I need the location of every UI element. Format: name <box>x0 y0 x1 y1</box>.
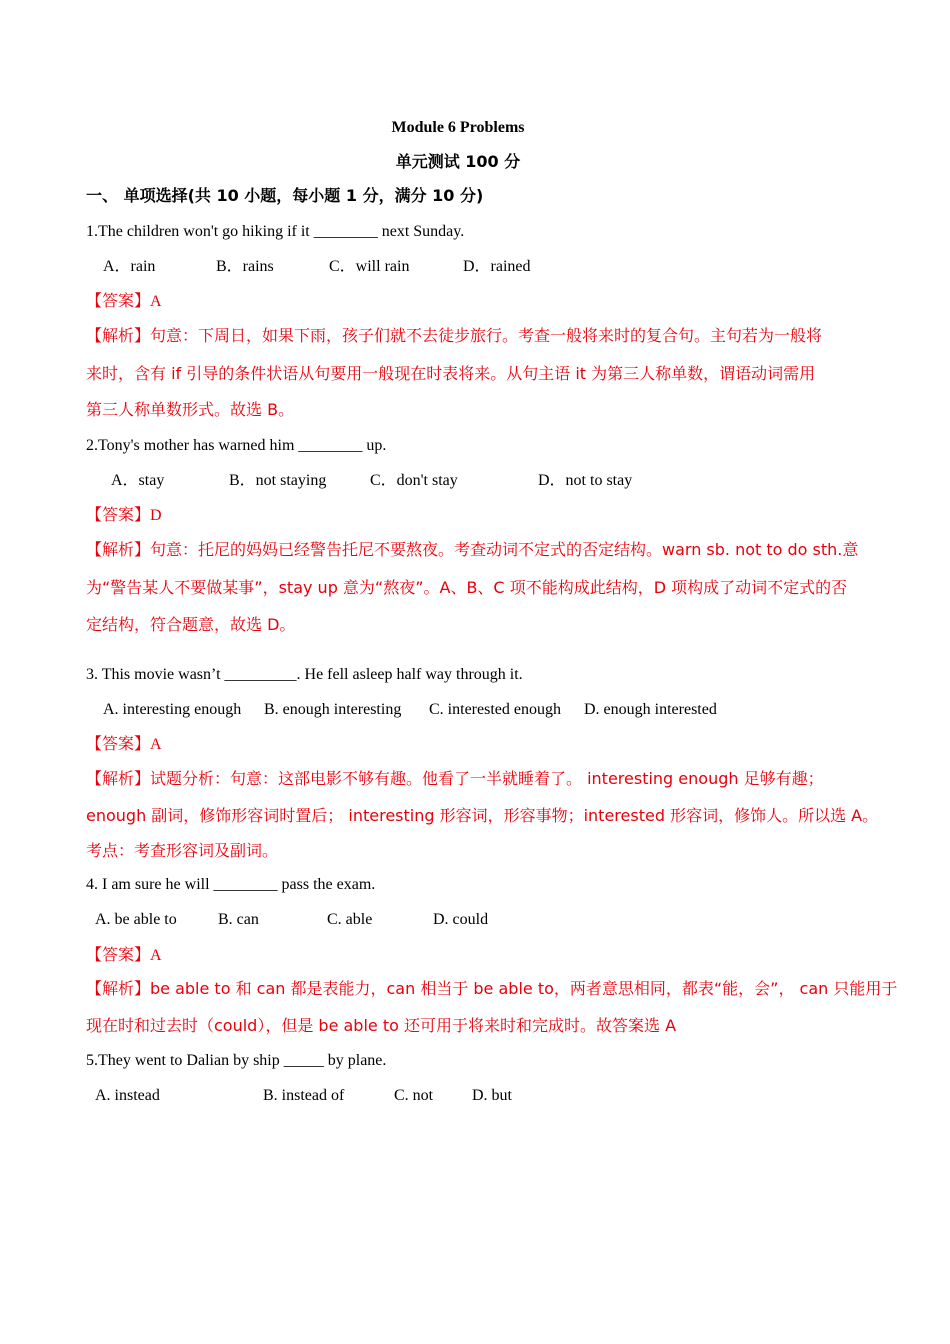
question-5-option-c: C. not <box>394 1087 434 1104</box>
question-2-analysis-line-3: 定结构，符合题意，故选 D。 <box>86 615 296 634</box>
question-1-option-c: C．will rain <box>329 258 410 275</box>
question-4-analysis-line-1: 【解析】be able to 和 can 都是表能力，can 相当于 be able to，两者意思相同，都表“能，会”， can 只能用于 <box>86 979 898 998</box>
question-3-option-a: A. interesting enough <box>103 701 242 718</box>
question-2-option-c: C．don't stay <box>370 472 458 489</box>
section-heading: 一、 单项选择(共 10 小题，每小题 1 分，满分 10 分) <box>86 186 484 205</box>
document-title: Module 6 Problems <box>391 119 525 136</box>
answer-label: 【答案】 <box>86 734 151 753</box>
answer-value: A <box>150 947 162 964</box>
question-2-option-d: D．not to stay <box>538 472 633 489</box>
question-1-analysis-line-1: 【解析】句意：下周日，如果下雨，孩子们就不去徒步旅行。考查一般将来时的复合句。主句若为一般将 <box>86 326 823 345</box>
answer-label: 【答案】 <box>86 291 151 310</box>
question-3-option-c: C. interested enough <box>429 701 561 718</box>
answer-value: D <box>150 507 162 524</box>
question-4-analysis-line-2: 现在时和过去时（could），但是 be able to 还可用于将来时和完成时。故答案选 A <box>86 1016 677 1035</box>
question-5-option-a: A. instead <box>95 1087 160 1104</box>
question-2-analysis-line-1: 【解析】句意：托尼的妈妈已经警告托尼不要熬夜。考查动词不定式的否定结构。warn sb. not to do sth.意 <box>86 540 859 559</box>
question-3-analysis-line-2: enough 副词，修饰形容词时置后； interesting 形容词，形容事物；interested 形容词，修饰人。所以选 A。 <box>86 806 879 825</box>
question-2-option-b: B．not staying <box>229 472 327 489</box>
question-4-option-a: A. be able to <box>95 911 177 928</box>
question-4-answer <box>86 945 162 966</box>
document-subtitle: 单元测试 100 分 <box>395 152 521 171</box>
question-3-stem: 3. This movie wasn’t _________. He fell asleep half way through it. <box>86 666 523 683</box>
answer-label: 【答案】 <box>86 945 151 964</box>
question-1-option-b: B．rains <box>216 258 274 275</box>
question-3-option-d: D. enough interested <box>584 701 717 718</box>
question-2-answer <box>86 505 162 526</box>
question-2-option-a: A．stay <box>111 472 165 489</box>
answer-value: A <box>150 293 162 310</box>
question-3-option-b: B. enough interesting <box>264 701 402 718</box>
question-3-analysis-line-3: 考点：考查形容词及副词。 <box>86 841 279 860</box>
question-1-answer <box>86 291 162 312</box>
answer-value: A <box>150 736 162 753</box>
question-4-stem: 4. I am sure he will ________ pass the exam. <box>86 876 376 893</box>
question-1-stem: 1.The children won't go hiking if it ________ next Sunday. <box>86 223 465 240</box>
question-4-option-c: C. able <box>327 911 373 928</box>
question-1-option-d: D．rained <box>463 258 531 275</box>
question-5-option-d: D. but <box>472 1087 512 1104</box>
question-1-option-a: A．rain <box>103 258 156 275</box>
question-5-stem: 5.They went to Dalian by ship _____ by plane. <box>86 1052 387 1069</box>
question-5-option-b: B. instead of <box>263 1087 345 1104</box>
question-4-option-b: B. can <box>218 911 259 928</box>
question-2-stem: 2.Tony's mother has warned him ________ up. <box>86 437 387 454</box>
answer-label: 【答案】 <box>86 505 151 524</box>
question-2-analysis-line-2: 为“警告某人不要做某事”，stay up 意为“熬夜”。A、B、C 项不能构成此结构，D 项构成了动词不定式的否 <box>86 578 848 597</box>
question-3-analysis-line-1: 【解析】试题分析：句意：这部电影不够有趣。他看了一半就睡着了。 interesting enough 足够有趣； <box>86 769 824 788</box>
question-1-analysis-line-3: 第三人称单数形式。故选 B。 <box>86 400 295 419</box>
question-4-option-d: D. could <box>433 911 489 928</box>
question-1-analysis-line-2: 来时，含有 if 引导的条件状语从句要用一般现在时表将来。从句主语 it 为第三人称单数，谓语动词需用 <box>86 364 816 383</box>
question-3-answer <box>86 734 162 755</box>
